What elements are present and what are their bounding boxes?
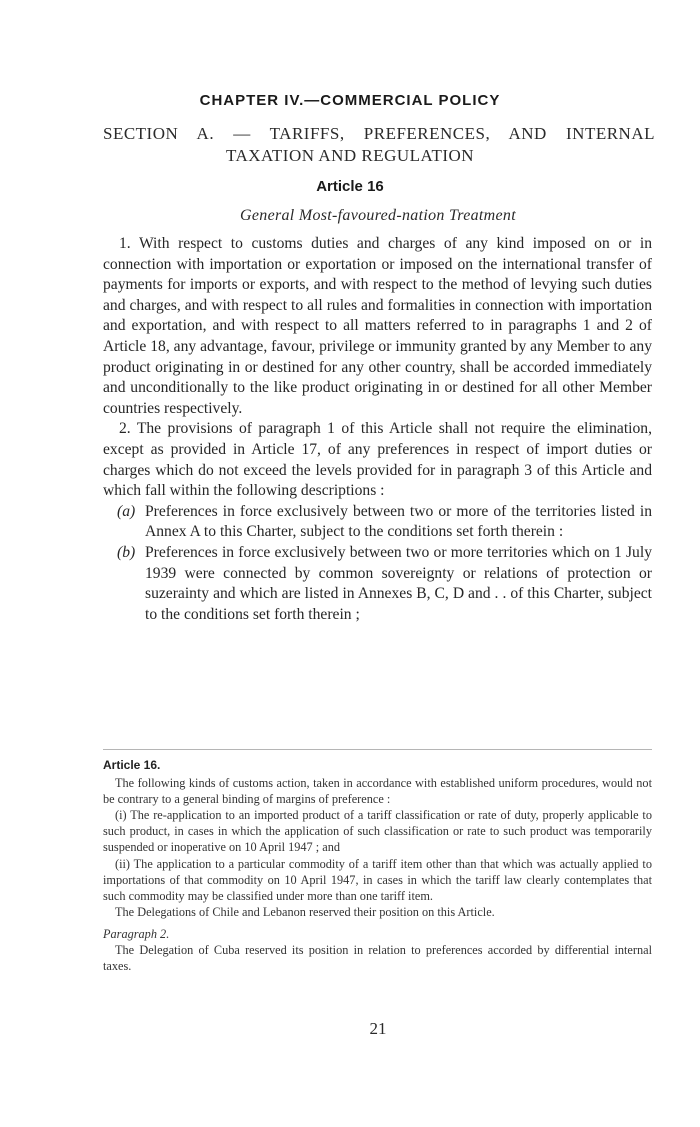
list-item-a [103,502,652,543]
section-heading-line-2: TAXATION AND REGULATION [225,146,475,165]
list-item-b-marker: (b) [117,543,136,561]
footnote-intro: The following kinds of customs action, taken in accordance with established uniform procedures, would not be contrary to a general binding of margins of preference : [103,776,652,807]
footnote-reservation: The Delegations of Chile and Lebanon reserved their position on this Article. [115,904,495,919]
footnotes [103,757,652,974]
list-item-b-text: Preferences in force exclusively between two or more territories which on 1 July 1939 were connected by common sovereignty or relations of protection or suzerainty and which are listed in Annexes B, C, D and . . of this Charter, subject to the conditions set forth therein ; [145,543,652,623]
footnote-divider [103,749,652,750]
list-item-a-text: Preferences in force exclusively between two or more of the territories listed in Annex A to this Charter, subject to the conditions set forth therein : [145,502,652,541]
page-number: 21 [369,1019,387,1038]
footnote-item-ii: (ii) The application to a particular commodity of a tariff item other than that which was actually applied to importations of that commodity on 10 April 1947, in cases in which the tariff law clearly contemplates that such commodity may be classified under more than one tariff item. [103,856,652,903]
chapter-heading: CHAPTER IV.—COMMERCIAL POLICY [199,92,501,109]
footnote-paragraph-label: Paragraph 2. [103,926,170,941]
list-item-a-marker: (a) [117,502,136,520]
list-item-b [103,543,652,625]
footnote-item-i: (i) The re-application to an imported product of a tariff classification or rate of duty, properly applicable to such product, in cases in which the application of such classification or rate to such product was temporarily suspended or inoperative on 10 April 1947 ; and [103,808,652,855]
section-heading-line-1: SECTION A. — TARIFFS, PREFERENCES, AND INTERNAL [103,124,655,143]
article-subtitle: General Most-favoured-nation Treatment [240,207,516,224]
paragraph-1: 1. With respect to customs duties and charges of any kind imposed on or in connection with importation or exportation or imposed on the international transfer of payments for imports or exports, and with respect to the method of levying such duties and charges, and with respect to all rules and formalities in connection with importation and exportation, and with respect to all matters referred to in paragraphs 1 and 2 of Article 18, any advantage, favour, privilege or immunity granted by any Member to any product originating in or destined for any other country, shall be accorded immediately and unconditionally to the like product originating in or destined for all other Member countries respectively. [103,235,652,417]
article-title: Article 16 [316,178,384,195]
footnote-cuba: The Delegation of Cuba reserved its position in relation to preferences accorded by differential internal taxes. [103,943,652,974]
article-body [103,234,652,625]
preference-list [103,502,652,626]
paragraph-2: 2. The provisions of paragraph 1 of this Article shall not require the elimination, except as provided in Article 17, of any preferences in respect of import duties or charges which do not exceed the levels provided for in paragraph 3 of this Article and which fall within the following descriptions : [103,420,652,500]
footnote-heading: Article 16. [103,758,161,772]
